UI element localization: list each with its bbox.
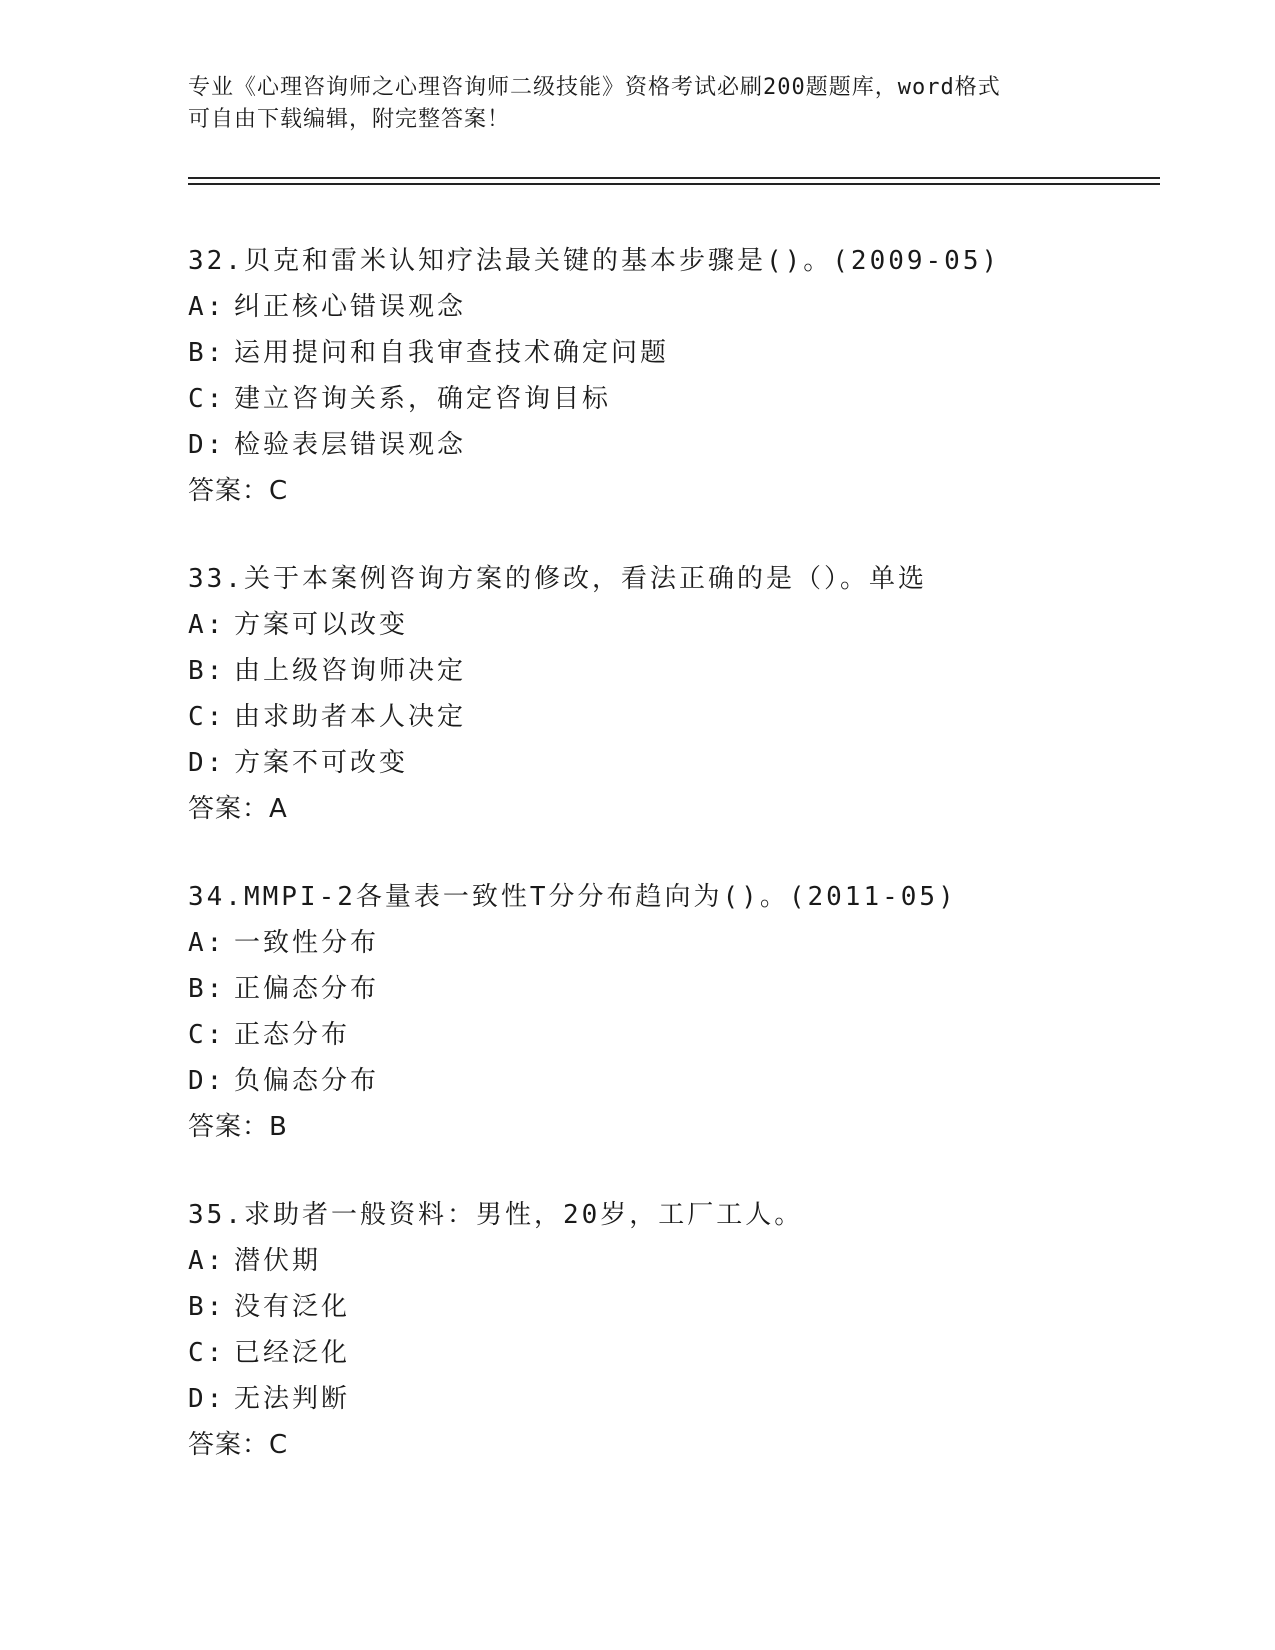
option-letter: B: bbox=[188, 656, 226, 686]
option-b bbox=[188, 330, 1168, 376]
option-d bbox=[188, 740, 1168, 786]
answer-line: 答案：C bbox=[188, 476, 289, 506]
option-b bbox=[188, 1284, 1168, 1330]
option-letter: A: bbox=[188, 928, 226, 958]
question-stem: 35.求助者一般资料：男性，20岁，工厂工人。 bbox=[188, 1200, 804, 1230]
option-letter: C: bbox=[188, 1338, 226, 1368]
header-line-1: 专业《心理咨询师之心理咨询师二级技能》资格考试必刷200题题库，word格式 bbox=[188, 75, 1001, 100]
option-d bbox=[188, 1376, 1168, 1422]
option-letter: B: bbox=[188, 974, 226, 1004]
option-text: 无法判断 bbox=[234, 1384, 351, 1414]
option-b bbox=[188, 648, 1168, 694]
option-letter: D: bbox=[188, 1066, 226, 1096]
option-letter: A: bbox=[188, 610, 226, 640]
option-letter: B: bbox=[188, 1292, 226, 1322]
option-letter: C: bbox=[188, 1020, 226, 1050]
option-text: 纠正核心错误观念 bbox=[234, 292, 467, 322]
question-stem: 34.MMPI-2各量表一致性T分分布趋向为()。(2011-05) bbox=[188, 882, 957, 912]
option-letter: D: bbox=[188, 430, 226, 460]
question-35 bbox=[188, 1192, 1168, 1468]
document-header bbox=[188, 72, 1088, 136]
option-letter: D: bbox=[188, 1384, 226, 1414]
option-text: 没有泛化 bbox=[234, 1292, 351, 1322]
option-c bbox=[188, 694, 1168, 740]
option-text: 负偏态分布 bbox=[234, 1066, 380, 1096]
option-d bbox=[188, 422, 1168, 468]
option-a bbox=[188, 602, 1168, 648]
answer-line: 答案：A bbox=[188, 794, 288, 824]
option-letter: D: bbox=[188, 748, 226, 778]
option-text: 方案不可改变 bbox=[234, 748, 409, 778]
option-text: 方案可以改变 bbox=[234, 610, 409, 640]
header-line-2: 可自由下载编辑，附完整答案！ bbox=[188, 107, 511, 132]
option-text: 检验表层错误观念 bbox=[234, 430, 467, 460]
answer-line: 答案：B bbox=[188, 1112, 288, 1142]
question-list bbox=[188, 238, 1168, 1510]
option-a bbox=[188, 920, 1168, 966]
option-c bbox=[188, 1330, 1168, 1376]
question-34 bbox=[188, 874, 1168, 1150]
option-letter: C: bbox=[188, 384, 226, 414]
option-text: 已经泛化 bbox=[234, 1338, 351, 1368]
option-text: 正态分布 bbox=[234, 1020, 351, 1050]
option-b bbox=[188, 966, 1168, 1012]
answer-line: 答案：C bbox=[188, 1430, 289, 1460]
option-text: 一致性分布 bbox=[234, 928, 380, 958]
header-divider-bottom bbox=[188, 183, 1160, 185]
option-text: 运用提问和自我审查技术确定问题 bbox=[234, 338, 670, 368]
option-letter: A: bbox=[188, 292, 226, 322]
question-stem: 33.关于本案例咨询方案的修改，看法正确的是（）。单选 bbox=[188, 564, 927, 594]
option-letter: B: bbox=[188, 338, 226, 368]
header-divider-top bbox=[188, 177, 1160, 179]
question-stem: 32.贝克和雷米认知疗法最关键的基本步骤是()。(2009-05) bbox=[188, 246, 1001, 276]
option-a bbox=[188, 1238, 1168, 1284]
option-a bbox=[188, 284, 1168, 330]
option-text: 正偏态分布 bbox=[234, 974, 380, 1004]
option-c bbox=[188, 376, 1168, 422]
option-text: 建立咨询关系，确定咨询目标 bbox=[234, 384, 612, 414]
option-c bbox=[188, 1012, 1168, 1058]
question-33 bbox=[188, 556, 1168, 832]
question-32 bbox=[188, 238, 1168, 514]
option-letter: C: bbox=[188, 702, 226, 732]
option-text: 由求助者本人决定 bbox=[234, 702, 467, 732]
option-text: 潜伏期 bbox=[234, 1246, 322, 1276]
option-text: 由上级咨询师决定 bbox=[234, 656, 467, 686]
option-d bbox=[188, 1058, 1168, 1104]
option-letter: A: bbox=[188, 1246, 226, 1276]
